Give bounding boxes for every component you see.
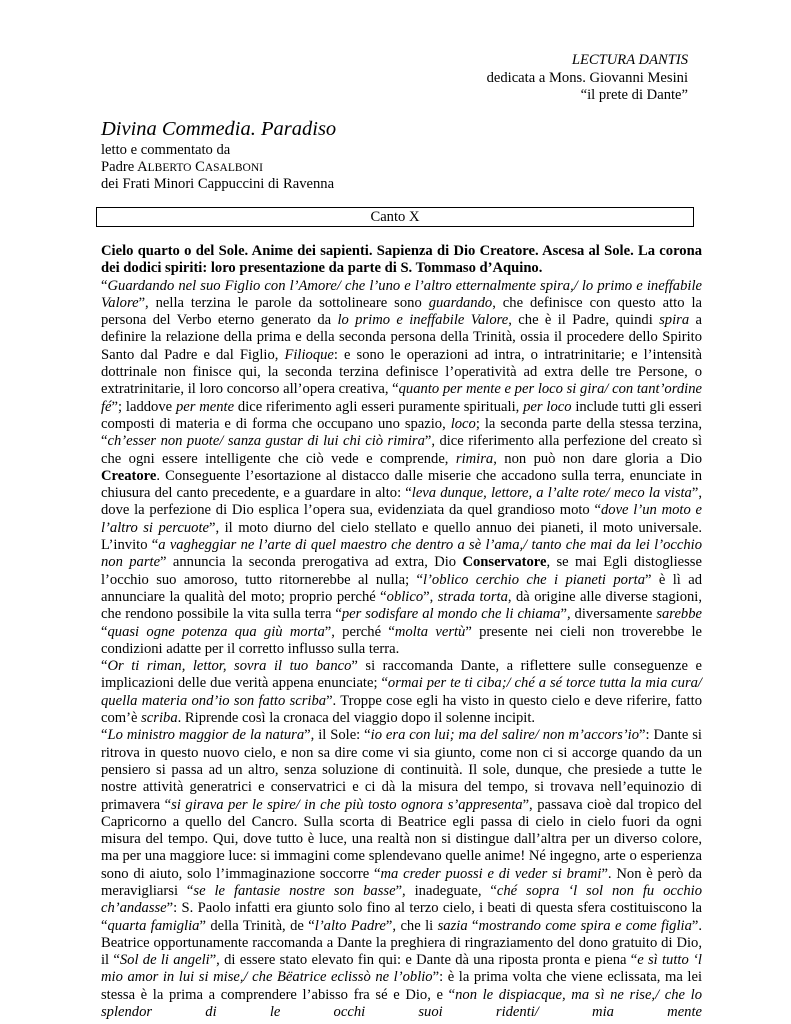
body-text: ” della Trinità, de “ — [199, 917, 315, 934]
paragraph-3 — [101, 727, 702, 1021]
quoted-verse: l’alto Padre — [314, 917, 386, 934]
quoted-verse: spira — [659, 312, 690, 329]
quoted-verse: a vagheggiar ne l’arte di quel maestro che dentro a sè l’ama,/ tanto che mai da lei l’occhio non parte — [101, 537, 702, 571]
body-text: ”, dove la perfezione di Dio esplica l’opera sua, evidenziata da quel grandioso moto “ — [101, 485, 702, 519]
body-text: ”, di essere stato elevato fin qui: e Dante dà una riposta pronta e piena “ — [209, 952, 638, 969]
body-text: ; la seconda parte della stessa terzina, “ — [101, 415, 703, 450]
body-text: . Riprende così la cronaca del viaggio dopo il solenne incipit. — [177, 710, 536, 727]
header-dedication-line: dedicata a Mons. Giovanni Mesini — [486, 69, 688, 86]
body-text: ”: è la prima volta che viene eclissata, ma lei stessa è la prima a comprendere l’abisso fra sé e Dio, e “ — [101, 969, 702, 1003]
body-text: ”; laddove — [111, 398, 176, 415]
paragraph-1 — [101, 278, 702, 659]
body-text: a definire la relazione della prima e della seconda persona della Trinità, ossia il procedere dello Spirito Santo dal Padre e dal Figlio, — [101, 312, 702, 363]
body-text: dice riferimento agli esseri puramente spirituali, — [234, 398, 524, 415]
quoted-verse: si girava per le spire/ in che più tosto ognora s’appresenta — [171, 796, 523, 813]
quoted-verse: per sodisfare al mondo che li chiama — [341, 606, 561, 623]
header-series: LECTURA DANTIS — [571, 52, 688, 68]
body-text: ”, dice riferimento alla perfezione del creato sì che ogni essere intelligente che ciò vede e comprende, — [101, 433, 702, 467]
quoted-verse: loco — [450, 415, 476, 432]
quoted-verse: ché sopra ‘l sol non fu occhio ch’andasse — [101, 882, 702, 917]
quoted-verse: Sol de li angeli — [119, 952, 210, 969]
quoted-verse: scriba — [141, 710, 178, 727]
quoted-verse: io era con lui; ma del salire/ non m’accors’io — [370, 727, 640, 744]
body-text: “ — [101, 277, 108, 294]
emphasis-term: Creatore — [101, 467, 157, 484]
quoted-verse: quarta famiglia — [107, 917, 200, 934]
body-text: ” annuncia la seconda prerogativa ad extra, Dio — [160, 554, 463, 571]
body-text: ” presente nei cieli non troverebbe le condizioni adatte per il corretto influsso sulla terra. — [101, 623, 702, 657]
quoted-verse: rimira — [455, 450, 494, 467]
author-first-initial: A — [137, 158, 148, 175]
author-line-1: letto e commentato da — [101, 142, 231, 158]
author-line-2 — [101, 159, 334, 177]
quoted-verse: lo primo e ineffabile Valore — [337, 312, 509, 329]
quoted-verse: Filioque — [284, 346, 334, 363]
body-text: ”, il Sole: “ — [304, 727, 371, 744]
emphasis-term: Conservatore — [462, 554, 547, 571]
quoted-verse: quasi ogne potenza qua giù morta — [107, 623, 325, 640]
document-title: Divina Commedia. Paradiso — [101, 118, 337, 140]
author-last-rest: ASALBONI — [204, 161, 263, 174]
paragraph-2 — [101, 658, 702, 727]
body-text: ”, che li — [385, 917, 438, 934]
quoted-verse: strada torta — [437, 588, 508, 605]
quoted-verse: molta vertù — [394, 623, 466, 640]
quoted-verse: ch’esser non puote/ sanza gustar di lui chi ciò rimira — [107, 433, 425, 450]
body-text: ” si raccomanda Dante, a riflettere sulle conseguenze e implicazioni delle due verità appena enunciate; “ — [101, 658, 702, 692]
quoted-verse: Guardando nel suo Figlio con l’Amore/ che l’uno e l’altro etternalmente spira,/ lo primo e ineffabile Valore — [101, 277, 702, 311]
quoted-verse: sarebbe — [656, 606, 702, 623]
quoted-verse: e sì tutto ‘l mio amor in lui si mise,/ che Bëatrice eclissò ne l’oblio — [101, 952, 702, 986]
body-text: , che è il Padre, quindi — [508, 312, 660, 329]
body-text: ”, passava cioè dal tropico del Capricorno a quello del Cancro. Sulla scorta di Beatrice egli passa di cielo in cielo fuori da ogni misura del tempo. Qui, dove tutto è luce, una realtà non si distingue dall’altra per un diverso colore, ma per una maggiore luce: si immagini come splendevano quelle anime! Né ingegno, arte o esperienza sono di aiuto, solo l’immaginazione soccorre “ — [101, 796, 702, 882]
quoted-verse: se le fantasie nostre son basse — [193, 882, 396, 899]
body-text: ”, nella terzina le parole da sottolineare sono — [138, 294, 429, 311]
canto-heading: Canto X — [370, 209, 420, 225]
author-last-initial: C — [195, 158, 205, 175]
author-prefix: Padre — [101, 158, 138, 175]
quoted-verse: ormai per te ti ciba;/ ché a sé torce tutta la mia cura/ quella materia ond’io son fatto scriba — [101, 675, 702, 709]
quoted-verse: Or ti riman, lettor, sovra il tuo banco — [107, 658, 352, 675]
canto-summary: Cielo quarto o del Sole. Anime dei sapienti. Sapienza di Dio Creatore. Ascesa al Sole. La corona dei dodici spiriti: loro presentazione da parte di S. Tommaso d’Aquino. — [101, 243, 702, 277]
body-text: , che definisce con questo atto la persona del Verbo eterno generato da — [101, 294, 702, 329]
body-text: , se mai Egli distogliesse l’occhio suo amoroso, tutto ritornerebbe al nulla; “ — [101, 554, 702, 588]
body-text: “ — [101, 658, 108, 675]
body-text: , dà origine alle diverse stagioni, che rendono possibile la vita sulla terra “ — [101, 588, 702, 623]
quoted-verse: non le dispiacque, ma sì ne rise,/ che lo splendor di le occhi suoi ridenti/ mia mente — [101, 986, 703, 1021]
author-first-rest: LBERTO — [147, 161, 192, 174]
header-dedication — [487, 52, 688, 105]
body-text: include tutti gli esseri composti di materia e di forma che occupano uno spazio, — [101, 398, 702, 432]
quoted-verse: mostrando come spira e come figlia — [478, 917, 692, 934]
quoted-verse: oblico — [386, 588, 424, 605]
body-text: , non può non dare gloria a Dio — [493, 450, 702, 467]
body-text: “ — [101, 623, 108, 640]
quoted-verse: sazia — [437, 917, 468, 934]
body-text: “ — [101, 727, 108, 744]
body-text: ”, diversamente — [560, 606, 657, 623]
body-text: ”, — [423, 588, 438, 605]
quoted-verse: Lo ministro maggior de la natura — [107, 727, 305, 744]
body-text: “ — [467, 917, 479, 934]
body-text: . Conseguente l’esortazione al distacco dalle miserie che accadono sulla terra, enunciate in chiusura del canto precedente, e a guardare in alto: “ — [101, 467, 702, 502]
author-block — [101, 142, 334, 193]
canto-heading-box — [96, 207, 694, 227]
quoted-verse: guardando — [428, 294, 493, 311]
body-text: ”: S. Paolo infatti era giunto solo fino al terzo cielo, i beati di questa sfera costituiscono la “ — [101, 900, 702, 934]
body-text: ”. Non è però da meravigliarsi “ — [101, 865, 702, 899]
quoted-verse: per mente — [175, 398, 235, 415]
body-text: ”. Troppe cose egli ha visto in questo cielo e deve riferire, fatto com’è — [101, 692, 702, 727]
quoted-verse: l’oblico cerchio che i pianeti porta — [423, 571, 645, 588]
quoted-verse: per loco — [523, 398, 572, 415]
body-text: ”. Beatrice opportunamente raccomanda a Dante la preghiera di ringraziamento del dono gratuito di Dio, il “ — [101, 917, 703, 969]
header-nickname: “il prete di Dante” — [580, 87, 688, 103]
body-text: ” è lì ad annunciare la qualità del moto; proprio perché “ — [101, 571, 702, 605]
body-text: ”, perché “ — [324, 623, 395, 640]
quoted-verse: dove l’un moto e l’altro si percuote — [101, 502, 702, 536]
body-text: ”, il moto diurno del cielo stellato e quello annuo dei pianeti, il moto universale. L’invito “ — [101, 519, 702, 554]
main-content — [101, 243, 702, 1021]
quoted-verse: quanto per mente e per loco si gira/ con tant’ordine fé — [101, 381, 702, 415]
quoted-verse: ma creder puossi e di veder si brami — [380, 865, 602, 882]
body-text: : e sono le operazioni ad intra, o intratrinitarie; e l’intensità dottrinale non finisce qui, la seconda terzina definisce l’operatività ad extra delle tre Persone, o extratrinitarie, il loro concorso all’opera creativa, “ — [101, 346, 702, 398]
body-text: ”, inadeguate, “ — [395, 882, 497, 899]
body-text: ”: Dante si ritrova in questo nuovo cielo, e non sa dire come vi sia giunto, come non ci si accorge quando da un pensiero si passa ad un altro, senza soluzione di continuità. Il sole, dunque, che presiede a tutte le nostre attività generatrici e conservatrici e ci dà la misura del tempo, si trovava nell’equinozio di primavera “ — [101, 727, 702, 813]
quoted-verse: leva dunque, lettore, a l’alte rote/ meco la vista — [411, 485, 692, 502]
author-line-3: dei Frati Minori Cappuccini di Ravenna — [101, 176, 335, 193]
